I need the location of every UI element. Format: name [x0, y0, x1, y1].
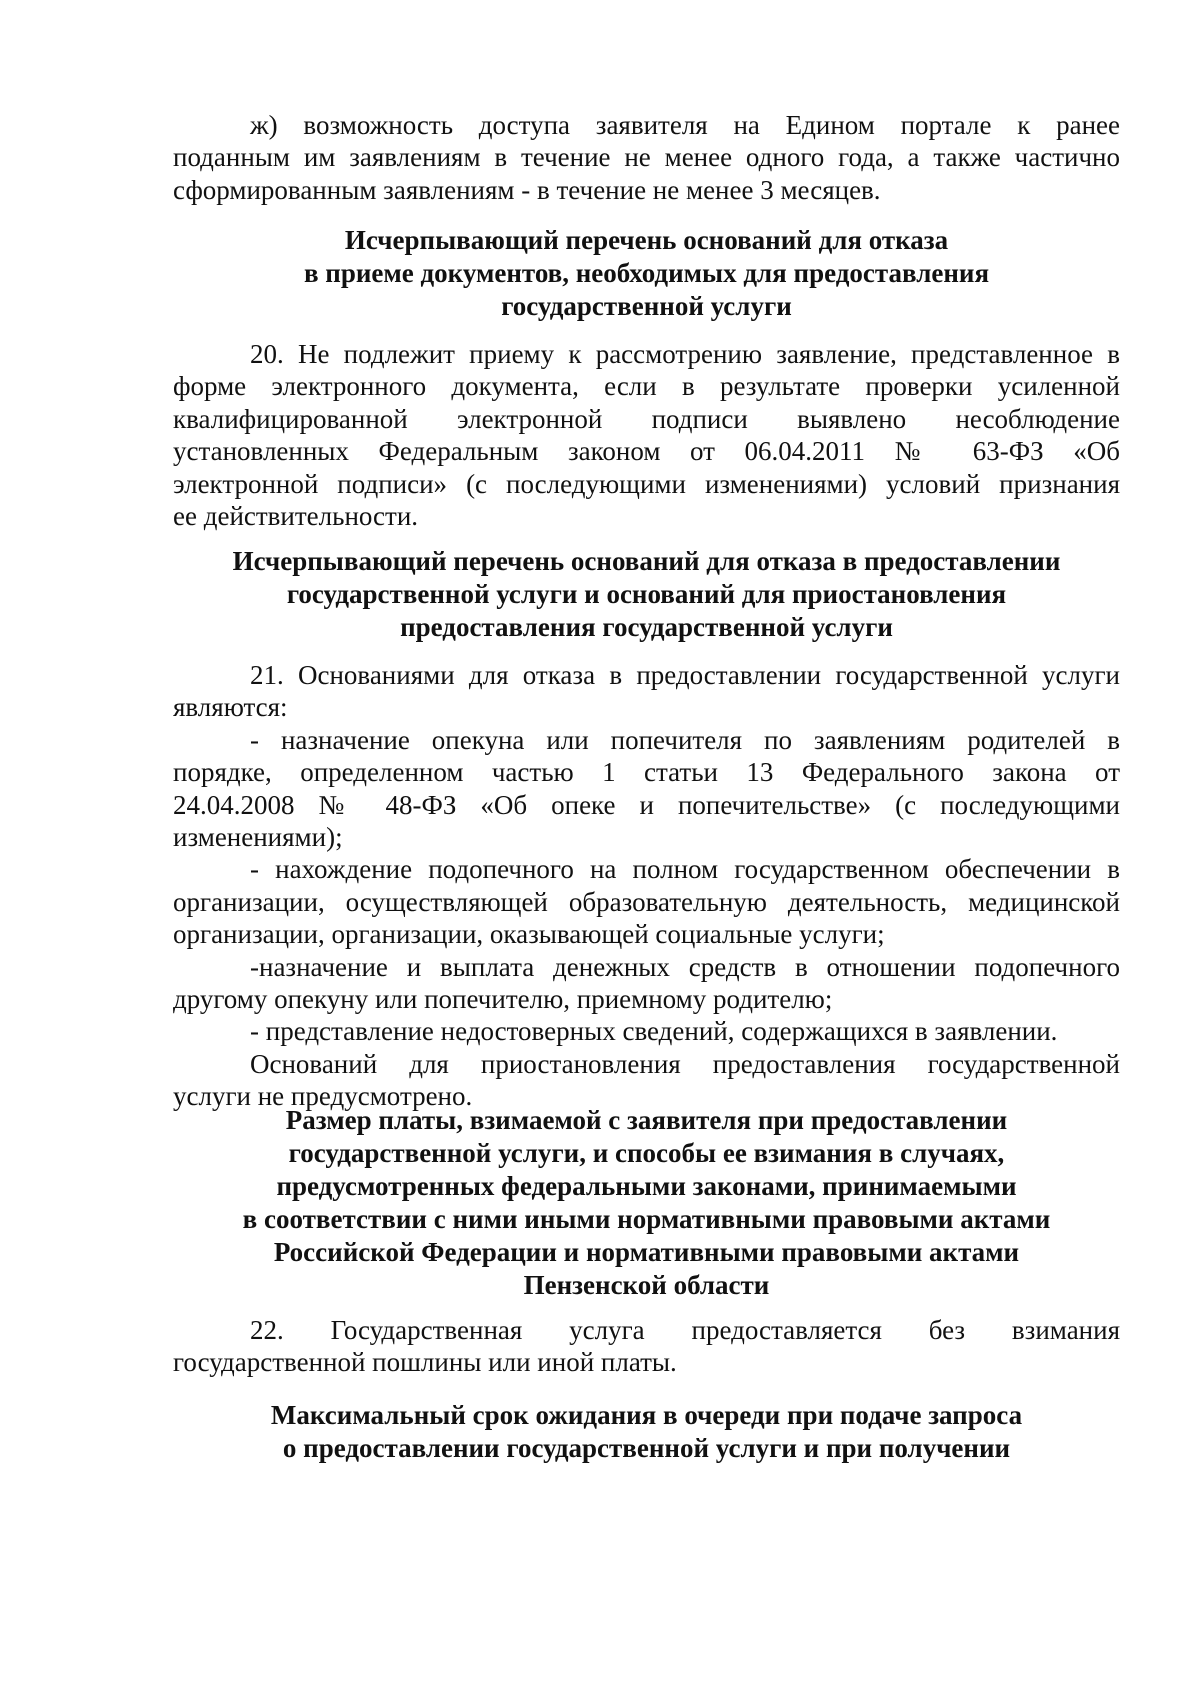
- heading-line: Пензенской области: [523, 1270, 770, 1300]
- text-line: изменениями);: [173, 822, 343, 853]
- heading-line: о предоставлении государственной услуги и при получении: [282, 1433, 1011, 1463]
- text-line: - представление недостоверных сведений, содержащихся в заявлении.: [250, 1016, 1058, 1047]
- heading-line: государственной услуги: [501, 291, 792, 321]
- text-line: 21. Основаниями для отказа в предоставлении государственной услуги: [250, 660, 1120, 690]
- section-heading: [173, 1399, 1120, 1465]
- heading-line: Размер платы, взимаемой с заявителя при предоставлении: [285, 1105, 1008, 1135]
- heading-line: в приеме документов, необходимых для предоставления: [303, 258, 990, 288]
- text-line: сформированным заявлениям - в течение не менее 3 месяцев.: [173, 174, 881, 205]
- text-line: -назначение и выплата денежных средств в отношении подопечного: [250, 951, 1120, 982]
- text-line: порядке, определенном частью 1 статьи 13 Федерального закона от: [173, 757, 1120, 788]
- heading-line: Исчерпывающий перечень оснований для отказа: [344, 225, 949, 255]
- heading-line: государственной услуги и оснований для приостановления: [286, 579, 1007, 609]
- text-line: другому опекуну или попечителю, приемному родителю;: [173, 984, 833, 1015]
- paragraph-item-zh: [173, 109, 1120, 206]
- text-line: форме электронного документа, если в результате проверки усиленной: [173, 371, 1120, 402]
- text-line: 24.04.2008 № 48-ФЗ «Об опеке и попечительстве» (с последующими: [173, 789, 1120, 820]
- text-line: 22. Государственная услуга предоставляется без взимания: [250, 1315, 1120, 1345]
- text-line: квалифицированной электронной подписи выявлено несоблюдение: [173, 403, 1120, 434]
- text-line: являются:: [173, 692, 288, 723]
- text-line: услуги не предусмотрено.: [173, 1081, 473, 1112]
- heading-line: в соответствии с ними иными нормативными правовыми актами: [242, 1204, 1051, 1234]
- heading-line: предоставления государственной услуги: [400, 612, 893, 642]
- text-line: электронной подписи» (с последующими изменениями) условий признания: [173, 468, 1120, 499]
- paragraph-21: [173, 659, 1120, 1113]
- text-line: организации, организации, оказывающей социальные услуги;: [173, 919, 885, 950]
- heading-line: Российской Федерации и нормативными правовыми актами: [273, 1237, 1020, 1267]
- heading-line: государственной услуги, и способы ее взимания в случаях,: [288, 1138, 1005, 1168]
- text-line: государственной пошлины или иной платы.: [173, 1347, 677, 1378]
- text-line: ж) возможность доступа заявителя на Едином портале к ранее: [250, 110, 1120, 140]
- text-line: - нахождение подопечного на полном государственном обеспечении в: [250, 854, 1120, 885]
- text-line: организации, осуществляющей образовательную деятельность, медицинской: [173, 886, 1120, 917]
- heading-line: Максимальный срок ожидания в очереди при подаче запроса: [270, 1400, 1023, 1430]
- text-line: установленных Федеральным законом от 06.04.2011 № 63-ФЗ «Об: [173, 436, 1120, 467]
- heading-line: предусмотренных федеральными законами, принимаемыми: [276, 1171, 1017, 1201]
- text-line: ее действительности.: [173, 501, 419, 532]
- section-heading: [173, 224, 1120, 323]
- text-line: - назначение опекуна или попечителя по заявлениям родителей в: [250, 724, 1120, 755]
- text-line: Оснований для приостановления предоставления государственной: [250, 1048, 1120, 1079]
- section-heading: [173, 1104, 1120, 1302]
- paragraph-22: [173, 1314, 1120, 1379]
- paragraph-20: [173, 338, 1120, 532]
- text-line: поданным им заявлениям в течение не менее одного года, а также частично: [173, 142, 1120, 173]
- heading-line: Исчерпывающий перечень оснований для отказа в предоставлении: [232, 546, 1061, 576]
- section-heading: [173, 545, 1120, 644]
- text-line: 20. Не подлежит приему к рассмотрению заявление, представленное в: [250, 339, 1120, 369]
